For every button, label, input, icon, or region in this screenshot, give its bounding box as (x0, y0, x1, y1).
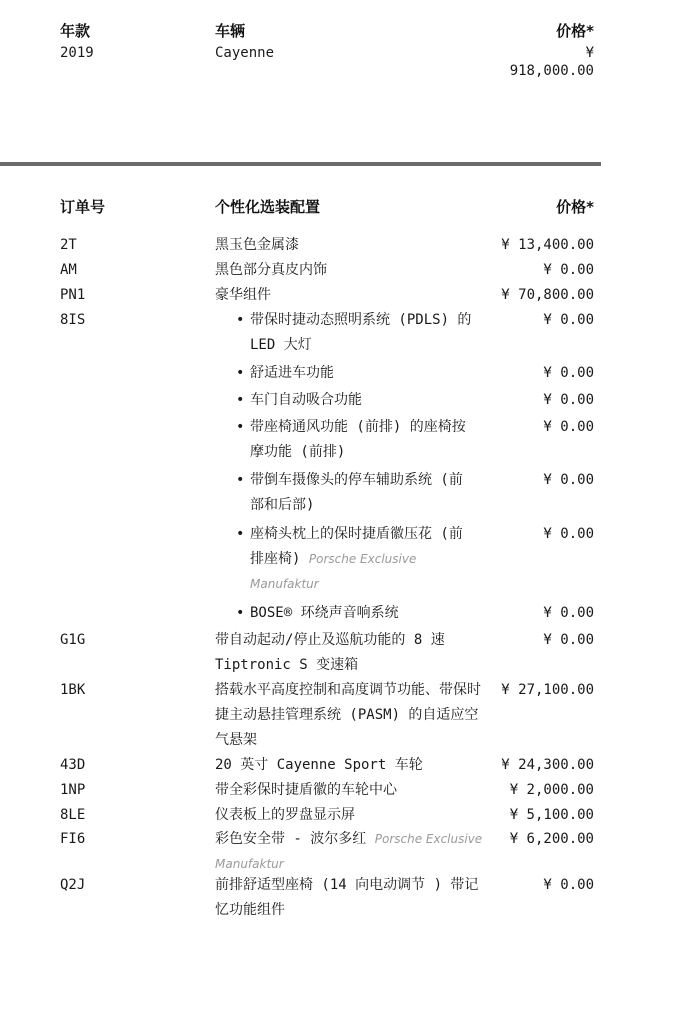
table-row-desc: 带自动起动/停止及巡航功能的 8 速 Tiptronic S 变速箱 (215, 632, 445, 673)
table-row-desc: 豪华组件 (215, 287, 271, 303)
package-sub-item (236, 361, 476, 386)
table-row-price: ¥ 0.00 (543, 262, 594, 278)
package-sub-item (236, 522, 476, 597)
sub-item-text: 带座椅通风功能 (前排) 的座椅按摩功能 (前排) (250, 419, 466, 460)
sub-item-price: ¥ 0.00 (543, 605, 594, 621)
section-divider (0, 162, 601, 166)
option-header: 个性化选装配置 (215, 198, 321, 216)
bullet-icon: • (236, 526, 245, 542)
table-row-desc: 带全彩保时捷盾徽的车轮中心 (215, 782, 397, 798)
table-row-price: ¥ 70,800.00 (501, 287, 594, 303)
sub-item-price: ¥ 0.00 (543, 312, 594, 328)
table-row-desc: 黑玉色金属漆 (215, 237, 299, 253)
table-row-desc-text: 彩色安全带 - 波尔多红 (215, 831, 367, 847)
table-row-code: FI6 (60, 831, 86, 847)
table-row-price: ¥ 6,200.00 (509, 831, 594, 847)
sub-item-price: ¥ 0.00 (543, 419, 594, 435)
exclusive-note: Porsche Exclusive Manufaktur (215, 832, 483, 871)
package-sub-item (236, 468, 476, 518)
table-row-desc: 黑色部分真皮内饰 (215, 262, 327, 278)
exclusive-note: Porsche Exclusive Manufaktur (250, 552, 417, 591)
vehicle-price: 918,000.00 (509, 63, 594, 79)
vehicle-year: 2019 (60, 45, 94, 61)
table-row-code: 2T (60, 237, 77, 253)
sub-item-text (236, 522, 476, 597)
bullet-icon: • (236, 312, 245, 328)
sub-item-text: 带保时捷动态照明系统 (PDLS) 的 LED 大灯 (250, 312, 472, 353)
package-sub-item (236, 308, 476, 358)
table-row-desc (215, 827, 485, 877)
package-sub-item (236, 601, 476, 626)
sub-item-text: 带倒车摄像头的停车辅助系统 (前部和后部) (250, 472, 463, 513)
table-row-price: ¥ 2,000.00 (509, 782, 594, 798)
package-sub-item (236, 388, 476, 413)
option-price-header: 价格* (556, 198, 594, 216)
sub-item-label: 座椅头枕上的保时捷盾徽压花 (前排座椅) (250, 526, 463, 567)
order-code-header: 订单号 (60, 198, 106, 216)
bullet-icon: • (236, 392, 245, 408)
table-row-price: ¥ 27,100.00 (501, 682, 594, 698)
vehicle-header: 车辆 (215, 22, 246, 40)
vehicle-model: Cayenne (215, 45, 275, 61)
table-row-desc: 仪表板上的罗盘显示屏 (215, 807, 355, 823)
sub-item-text: BOSE® 环绕声音响系统 (250, 605, 399, 621)
table-row-code: Q2J (60, 877, 86, 893)
table-row-code: 8LE (60, 807, 86, 823)
price-header: 价格* (556, 22, 594, 40)
package-sub-item (236, 415, 476, 465)
table-row-code: 1NP (60, 782, 86, 798)
table-row-code: 8IS (60, 312, 86, 328)
sub-item-price: ¥ 0.00 (543, 526, 594, 542)
bullet-icon: • (236, 419, 245, 435)
sub-item-text: 舒适进车功能 (250, 365, 334, 381)
table-row-price: ¥ 0.00 (543, 877, 594, 893)
table-row-desc: 搭载水平高度控制和高度调节功能、带保时捷主动悬挂管理系统 (PASM) 的自适应空气悬架 (215, 682, 481, 748)
table-row-desc: 前排舒适型座椅 (14 向电动调节 ) 带记忆功能组件 (215, 877, 479, 918)
table-row-price: ¥ 24,300.00 (501, 757, 594, 773)
sub-item-price: ¥ 0.00 (543, 365, 594, 381)
year-header: 年款 (60, 22, 91, 40)
sub-item-price: ¥ 0.00 (543, 472, 594, 488)
table-row-price: ¥ 5,100.00 (509, 807, 594, 823)
table-row-desc: 20 英寸 Cayenne Sport 车轮 (215, 757, 423, 773)
bullet-icon: • (236, 605, 245, 621)
table-row-code: AM (60, 262, 77, 278)
table-row-code: PN1 (60, 287, 86, 303)
table-row-code: 1BK (60, 682, 86, 698)
table-row-price: ¥ 13,400.00 (501, 237, 594, 253)
bullet-icon: • (236, 472, 245, 488)
table-row-code: G1G (60, 632, 86, 648)
sub-item-price: ¥ 0.00 (543, 392, 594, 408)
vehicle-currency: ¥ (585, 45, 594, 61)
bullet-icon: • (236, 365, 245, 381)
sub-item-text: 车门自动吸合功能 (250, 392, 362, 408)
table-row-price: ¥ 0.00 (543, 632, 594, 648)
table-row-code: 43D (60, 757, 86, 773)
